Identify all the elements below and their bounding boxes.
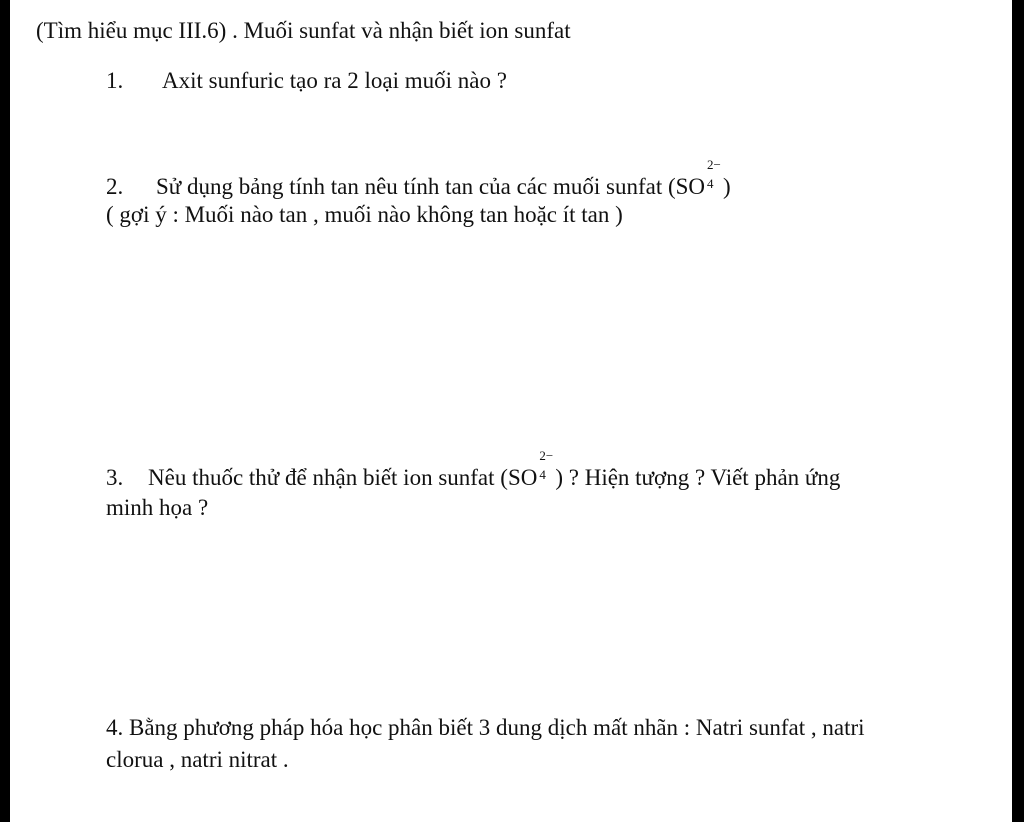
section-heading	[36, 17, 571, 45]
question-3-number: 3.	[106, 465, 124, 490]
question-1-text: Axit sunfuric tạo ra 2 loại muối nào ?	[162, 68, 507, 93]
ion-charge: 2−	[707, 157, 721, 172]
question-1	[106, 67, 507, 95]
question-2-number: 2.	[106, 174, 124, 199]
ion-super-subscript	[705, 157, 723, 194]
question-4	[106, 714, 865, 742]
question-2-hint-text: ( gợi ý : Muối nào tan , muối nào không tan hoặc ít tan )	[106, 202, 623, 227]
question-4-text-line-1: 4. Bằng phương pháp hóa học phân biết 3 dung dịch mất nhãn : Natri sunfat , natri	[106, 715, 865, 740]
question-2-close: )	[723, 174, 731, 199]
ion-super-subscript	[537, 448, 555, 485]
question-2-text: Sử dụng bảng tính tan nêu tính tan của các muối sunfat (	[156, 174, 676, 199]
question-3-continuation	[106, 494, 208, 522]
question-3-text: Nêu thuốc thử để nhận biết ion sunfat (	[148, 465, 508, 490]
question-3-continuation-text: minh họa ?	[106, 495, 209, 520]
question-2-hint	[106, 201, 623, 229]
ion-charge: 2−	[539, 448, 554, 463]
question-4-text-line-2: clorua , natri nitrat .	[106, 747, 289, 772]
sulfate-ion-formula	[507, 448, 555, 490]
ion-subscript: 4	[539, 467, 546, 482]
question-3	[106, 448, 841, 492]
ion-base: SO	[507, 465, 538, 490]
question-3-text-after: ) ? Hiện tượng ? Viết phản ứng	[555, 465, 841, 490]
question-1-number: 1.	[106, 68, 124, 93]
section-heading-text: (Tìm hiểu mục III.6) . Muối sunfat và nhận biết ion sunfat	[36, 18, 571, 43]
question-2	[106, 157, 731, 201]
document-page	[10, 0, 1012, 822]
sulfate-ion-formula	[675, 157, 723, 199]
ion-subscript: 4	[707, 176, 714, 191]
ion-base: SO	[675, 174, 706, 199]
question-4-continuation	[106, 746, 289, 774]
